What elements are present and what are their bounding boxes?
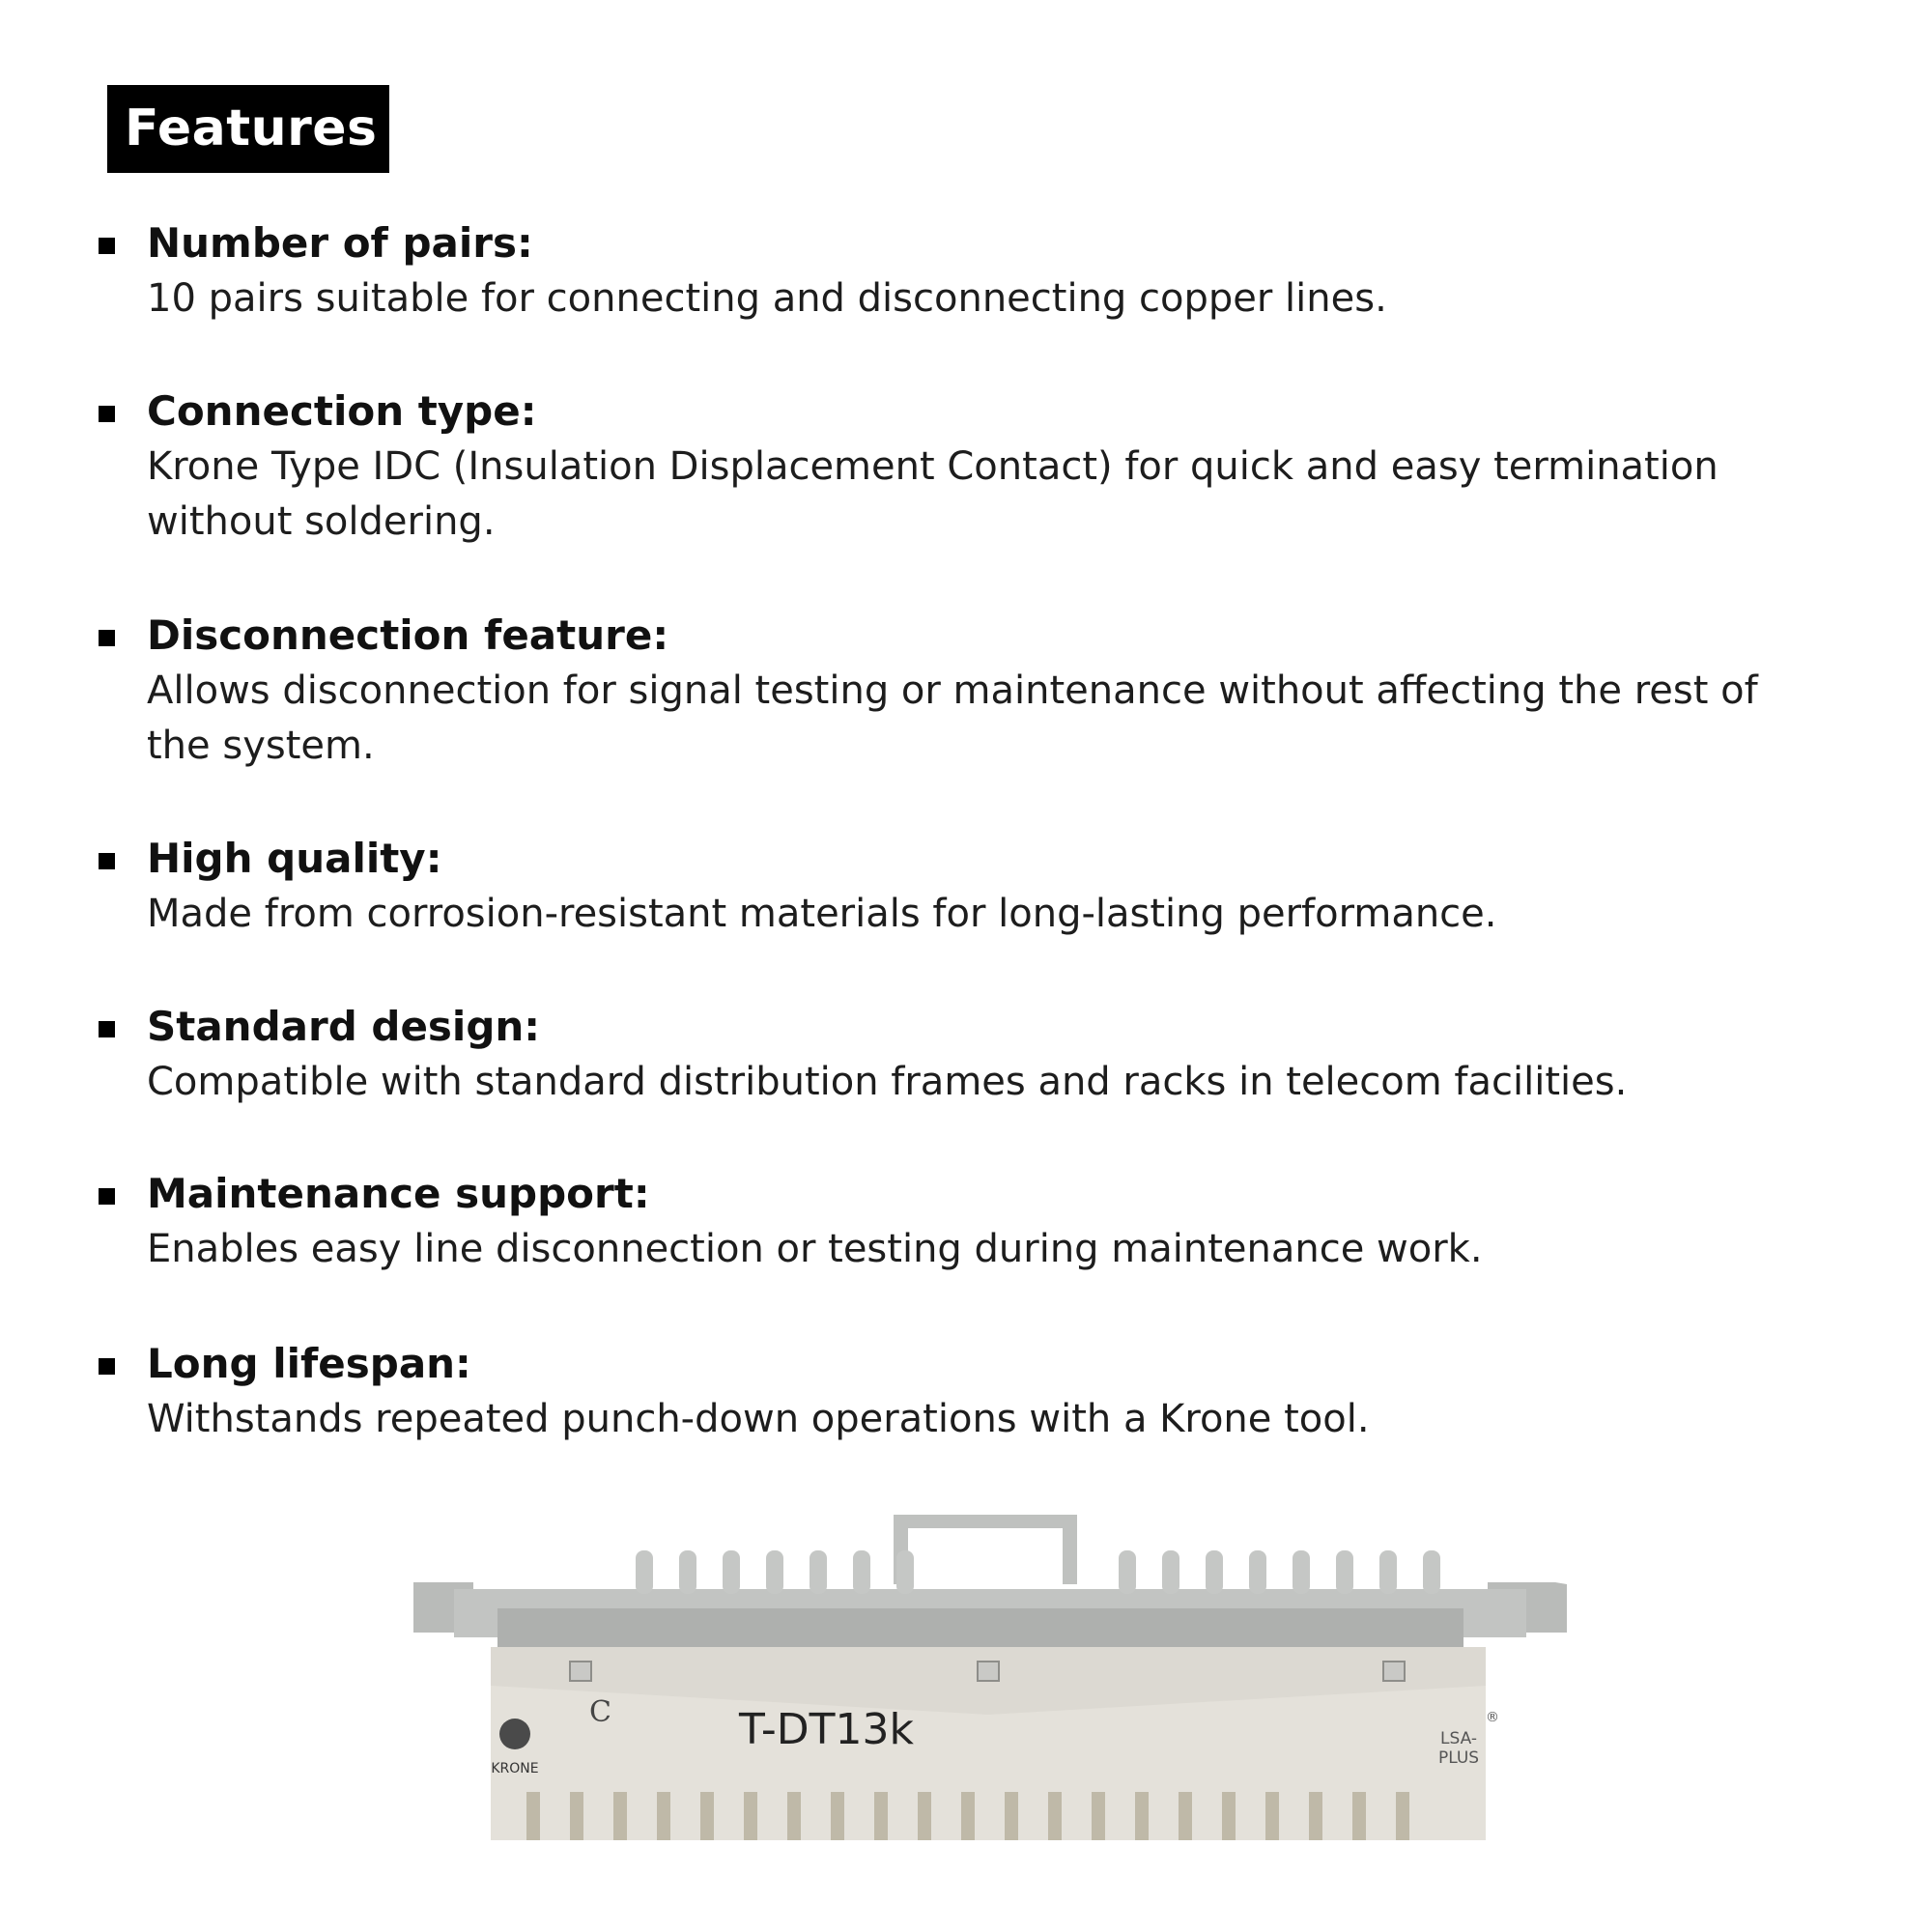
feature-description: Enables easy line disconnection or testing during maintenance work. xyxy=(147,1227,1483,1271)
feature-description: Made from corrosion-resistant materials for long-lasting performance. xyxy=(147,892,1497,936)
handwritten-marking: T-DT13k xyxy=(739,1705,914,1754)
registered-mark: ® xyxy=(1486,1710,1499,1725)
window-right xyxy=(1383,1662,1405,1681)
handle xyxy=(894,1515,1077,1584)
krone-module-illustration xyxy=(406,1497,1575,1874)
product-image xyxy=(406,1497,1575,1874)
feature-description: 10 pairs suitable for connecting and disconnecting copper lines. xyxy=(147,276,1387,321)
brand-label: KRONE xyxy=(491,1761,539,1776)
bullet-square-icon xyxy=(99,238,115,254)
window-left xyxy=(570,1662,591,1681)
feature-title: Number of pairs: xyxy=(147,219,533,267)
lsa-label-line2: PLUS xyxy=(1437,1748,1480,1768)
feature-title: Long lifespan: xyxy=(147,1340,471,1387)
bullet-square-icon xyxy=(99,406,115,422)
page-title: Features : xyxy=(107,85,389,173)
feature-title: Maintenance support: xyxy=(147,1170,650,1217)
marking-c: C xyxy=(589,1695,611,1729)
top-pins xyxy=(636,1550,1440,1594)
contact-row xyxy=(497,1608,1463,1652)
feature-title: Disconnection feature: xyxy=(147,611,669,659)
bullet-square-icon xyxy=(99,1358,115,1375)
feature-title: Standard design: xyxy=(147,1003,541,1050)
feature-title: Connection type: xyxy=(147,387,537,435)
window-center xyxy=(978,1662,999,1681)
feature-description: Compatible with standard distribution frames and racks in telecom facilities. xyxy=(147,1060,1628,1104)
feature-description: Allows disconnection for signal testing or maintenance without affecting the rest of the system. xyxy=(147,668,1758,768)
bullet-square-icon xyxy=(99,630,115,646)
bullet-square-icon xyxy=(99,1188,115,1205)
bullet-square-icon xyxy=(99,1021,115,1037)
feature-title: High quality: xyxy=(147,835,442,882)
bottom-slots xyxy=(526,1792,1409,1840)
krone-logo-icon xyxy=(499,1719,530,1749)
lsa-label-line1: LSA- xyxy=(1440,1729,1477,1748)
feature-description: Krone Type IDC (Insulation Displacement Contact) for quick and easy termination without soldering. xyxy=(147,444,1719,544)
bullet-square-icon xyxy=(99,853,115,869)
feature-description: Withstands repeated punch-down operations with a Krone tool. xyxy=(147,1397,1370,1441)
